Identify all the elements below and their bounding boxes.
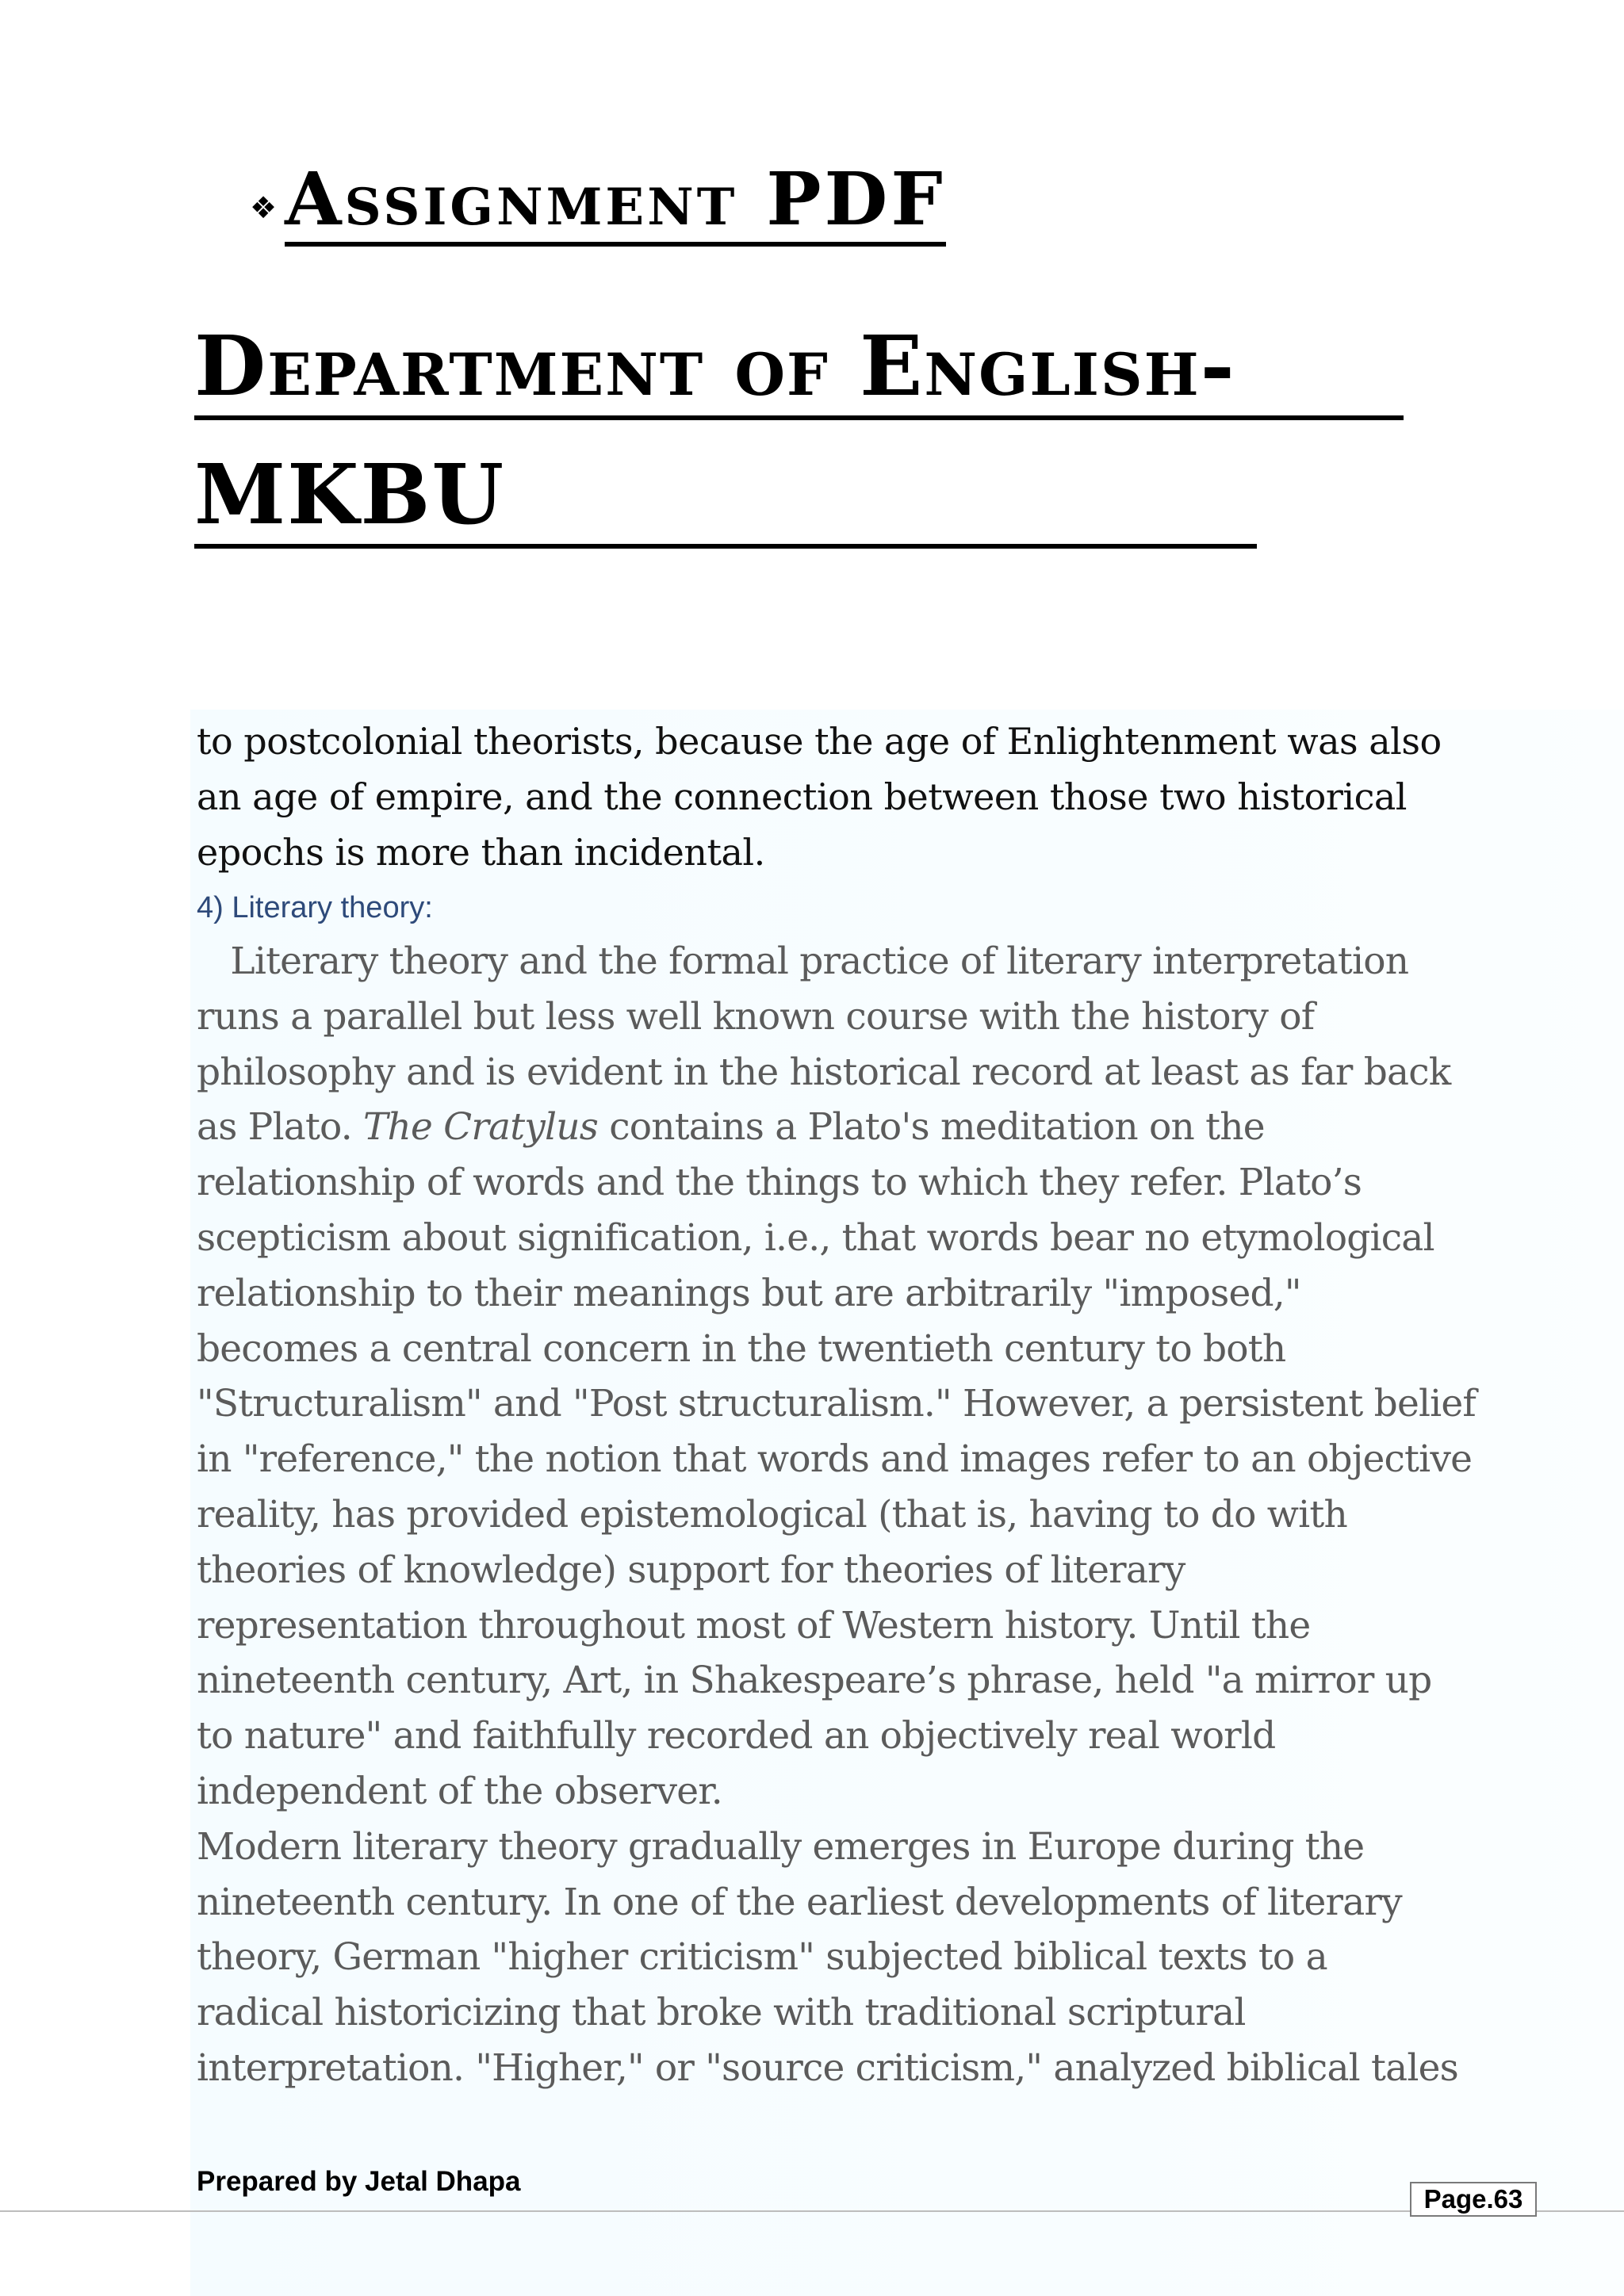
body-line: to nature" and faithfully recorded an objectively real world <box>197 1714 1276 1758</box>
footer-author: Prepared by Jetal Dhapa <box>197 2166 521 2197</box>
page-number: Page.63 <box>1423 2184 1523 2214</box>
intro-line: to postcolonial theorists, because the age of Enlightenment was also <box>197 720 1442 763</box>
body-line: independent of the observer. <box>197 1769 722 1813</box>
assignment-title-line <box>250 156 946 247</box>
intro-line: an age of empire, and the connection between those two historical <box>197 775 1407 818</box>
department-heading-line1: Department of English- <box>194 325 1404 420</box>
body-line <box>197 1100 1624 1155</box>
page-number-box <box>1410 2182 1537 2217</box>
footer-divider <box>0 2210 1624 2212</box>
body-line: "Structuralism" and "Post structuralism." However, a persistent belief <box>197 1382 1477 1426</box>
department-heading-line2: MKBU <box>194 453 1257 549</box>
body-line: relationship of words and the things to which they refer. Plato’s <box>197 1161 1362 1205</box>
diamond-bullet-icon: ❖ <box>250 190 278 225</box>
body-line: radical historicizing that broke with traditional scriptural <box>197 1991 1246 2035</box>
body-line: representation throughout most of Western history. Until the <box>197 1603 1311 1647</box>
body-line: interpretation. "Higher," or "source criticism," analyzed biblical tales <box>197 2045 1458 2090</box>
body-line: theories of knowledge) support for theories of literary <box>197 1548 1185 1592</box>
body-line: reality, has provided epistemological (that is, having to do with <box>197 1492 1347 1536</box>
department-heading <box>194 317 1415 549</box>
section-heading: 4) Literary theory: <box>197 891 433 924</box>
body-line: Modern literary theory gradually emerges in Europe during the <box>197 1824 1365 1869</box>
body-line: in "reference," the notion that words and images refer to an objective <box>197 1437 1473 1482</box>
body-text-fragment: contains a Plato's meditation on the <box>598 1105 1265 1150</box>
body-line: Literary theory and the formal practice of literary interpretation <box>197 939 1409 983</box>
body-line: philosophy and is evident in the historical record at least as far back <box>197 1050 1451 1094</box>
body-line: nineteenth century. In one of the earliest developments of literary <box>197 1880 1402 1924</box>
body-text-fragment: as Plato. <box>197 1105 363 1150</box>
body-line: scepticism about signification, i.e., that words bear no etymological <box>197 1215 1434 1260</box>
intro-paragraph <box>197 714 1624 880</box>
body-line: nineteenth century, Art, in Shakespeare’s phrase, held "a mirror up <box>197 1659 1432 1703</box>
cratylus-title: The Cratylus <box>363 1105 599 1150</box>
body-paragraph <box>197 934 1624 2096</box>
body-line: becomes a central concern in the twentieth century to both <box>197 1326 1286 1371</box>
assignment-title: Assignment PDF <box>285 163 946 247</box>
body-line: theory, German "higher criticism" subjected biblical texts to a <box>197 1935 1327 1980</box>
body-line: relationship to their meanings but are arbitrarily "imposed," <box>197 1271 1301 1315</box>
body-line: runs a parallel but less well known course with the history of <box>197 994 1315 1039</box>
intro-line: epochs is more than incidental. <box>197 831 765 874</box>
